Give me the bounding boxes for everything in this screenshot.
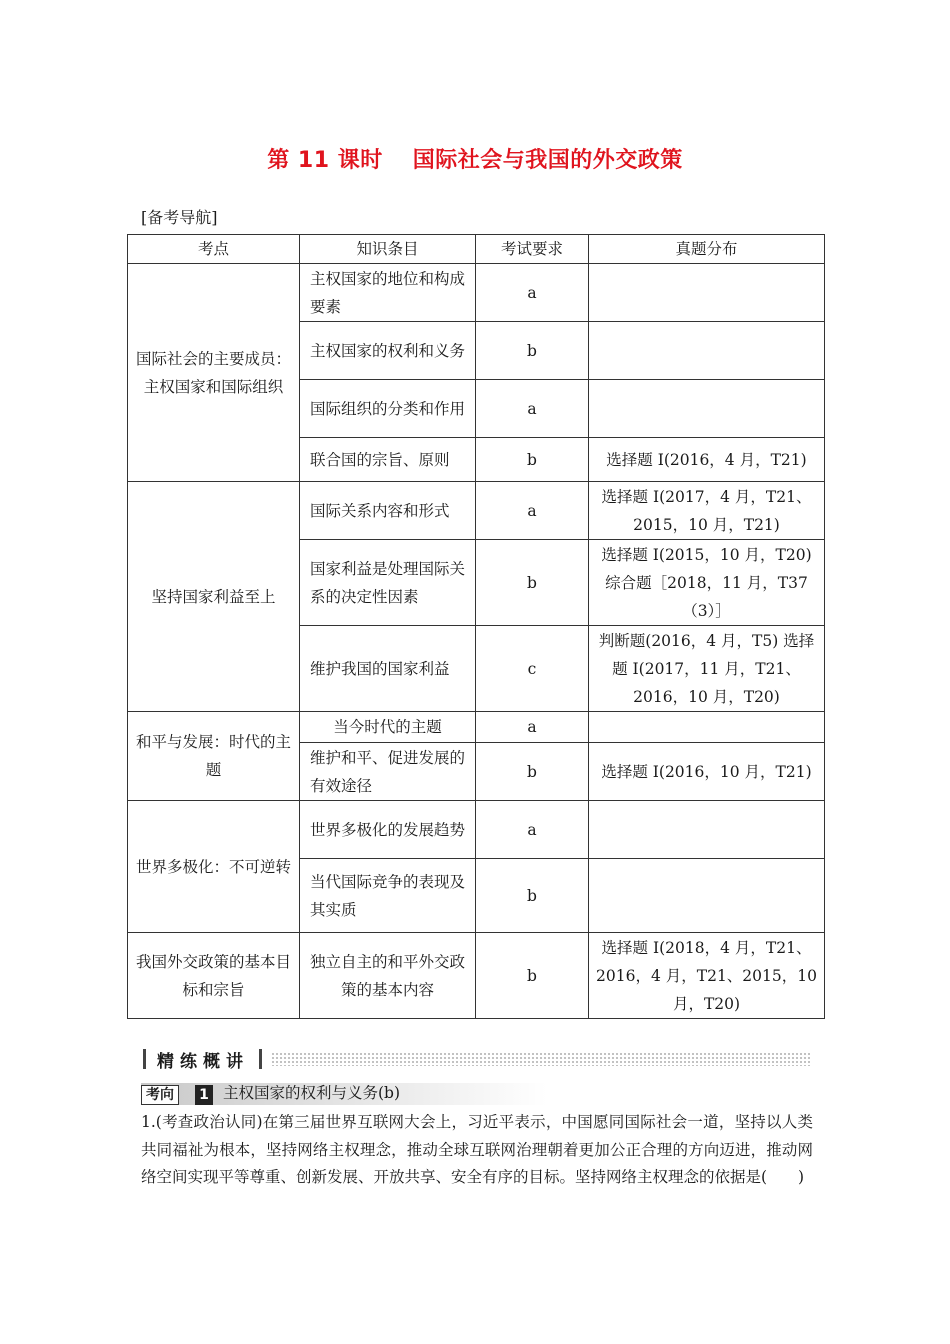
header-cell: 真题分布: [589, 235, 825, 264]
exam-distribution-cell: [589, 801, 825, 859]
exam-distribution-cell: 选择题 Ⅰ(2016，4 月，T21): [589, 438, 825, 482]
knowledge-item-cell: 独立自主的和平外交政策的基本内容: [300, 933, 476, 1019]
table-header-row: [128, 235, 825, 264]
section-divider-left: [143, 1049, 146, 1069]
exam-distribution-cell: [589, 322, 825, 380]
exam-distribution-cell: 选择题 Ⅰ(2017，4 月，T21、2015，10 月，T21): [589, 482, 825, 540]
knowledge-item-cell: 当代国际竞争的表现及其实质: [300, 859, 476, 933]
knowledge-item-cell: 世界多极化的发展趋势: [300, 801, 476, 859]
exam-distribution-cell: 选择题 Ⅰ(2015，10 月，T20) 综合题［2018，11 月，T37（3）］: [589, 540, 825, 626]
section-dotted-band: [271, 1052, 811, 1066]
section-divider-right: [259, 1049, 262, 1069]
exam-outline-table: [127, 234, 825, 1019]
table-row: [128, 801, 825, 859]
knowledge-item-cell: 当今时代的主题: [300, 712, 476, 743]
topic-tag: 考向: [141, 1085, 179, 1105]
exam-point-cell: 坚持国家利益至上: [128, 482, 300, 712]
knowledge-item-cell: 国际组织的分类和作用: [300, 380, 476, 438]
exam-distribution-cell: [589, 859, 825, 933]
table-row: [128, 933, 825, 1019]
exam-point-cell: 我国外交政策的基本目标和宗旨: [128, 933, 300, 1019]
knowledge-item-cell: 主权国家的权利和义务: [300, 322, 476, 380]
header-cell: 知识条目: [300, 235, 476, 264]
exam-distribution-cell: [589, 712, 825, 743]
exam-distribution-cell: [589, 264, 825, 322]
exam-point-cell: 世界多极化：不可逆转: [128, 801, 300, 933]
exam-distribution-cell: 选择题 Ⅰ(2018，4 月，T21、2016，4 月，T21、2015，10 月，T20): [589, 933, 825, 1019]
topic-number-badge: 1: [195, 1085, 213, 1105]
exam-distribution-cell: [589, 380, 825, 438]
table-row: [128, 264, 825, 322]
header-cell: 考试要求: [476, 235, 589, 264]
requirement-level-cell: a: [476, 712, 589, 743]
knowledge-item-cell: 国际关系内容和形式: [300, 482, 476, 540]
topic-banner: [141, 1083, 547, 1105]
table-row: [128, 712, 825, 743]
section-label-exam-guide: [备考导航]: [141, 208, 218, 227]
exam-distribution-cell: 判断题(2016，4 月，T5) 选择题 Ⅰ(2017，11 月，T21、2016，10 月，T20): [589, 626, 825, 712]
knowledge-item-cell: 国家利益是处理国际关系的决定性因素: [300, 540, 476, 626]
requirement-level-cell: b: [476, 540, 589, 626]
lesson-number: 第 11 课时: [267, 148, 383, 173]
requirement-level-cell: b: [476, 438, 589, 482]
knowledge-item-cell: 主权国家的地位和构成要素: [300, 264, 476, 322]
section-title: 精练概讲: [157, 1052, 249, 1072]
topic-title: 主权国家的权利与义务(b): [223, 1084, 401, 1102]
requirement-level-cell: a: [476, 380, 589, 438]
lesson-topic: 国际社会与我国的外交政策: [412, 148, 683, 173]
exam-point-cell: 国际社会的主要成员：主权国家和国际组织: [128, 264, 300, 482]
knowledge-item-cell: 联合国的宗旨、原则: [300, 438, 476, 482]
requirement-level-cell: a: [476, 264, 589, 322]
requirement-level-cell: a: [476, 801, 589, 859]
requirement-level-cell: a: [476, 482, 589, 540]
knowledge-item-cell: 维护我国的国家利益: [300, 626, 476, 712]
requirement-level-cell: b: [476, 322, 589, 380]
question-text: 1.(考查政治认同)在第三届世界互联网大会上，习近平表示，中国愿同国际社会一道，坚持以人类共同福祉为根本，坚持网络主权理念，推动全球互联网治理朝着更加公正合理的方向迈进，推动网络空间实现平等尊重、创新发展、开放共享、安全有序的目标。坚持网络主权理念的依据是( ): [141, 1113, 813, 1186]
table-row: [128, 482, 825, 540]
header-cell: 考点: [128, 235, 300, 264]
exam-point-cell: 和平与发展：时代的主题: [128, 712, 300, 801]
knowledge-item-cell: 维护和平、促进发展的有效途径: [300, 743, 476, 801]
section-header-practice: [143, 1047, 811, 1071]
requirement-level-cell: b: [476, 859, 589, 933]
requirement-level-cell: b: [476, 933, 589, 1019]
requirement-level-cell: b: [476, 743, 589, 801]
page-title: [0, 143, 950, 174]
requirement-level-cell: c: [476, 626, 589, 712]
exam-distribution-cell: 选择题 Ⅰ(2016，10 月，T21): [589, 743, 825, 801]
